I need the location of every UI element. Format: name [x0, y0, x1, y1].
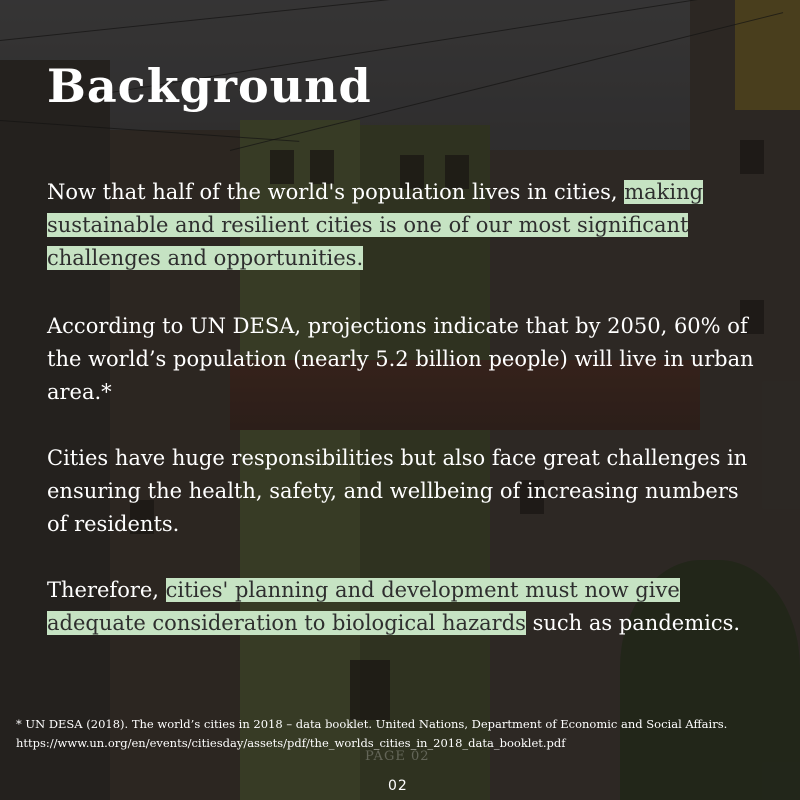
paragraph-text: Now that half of the world's population lives in cities, [47, 180, 625, 204]
highlighted-text: making sustainable and resilient cities is one of our most significant challenges and opportunities. [47, 180, 704, 270]
faint-page-label: PAGE 02 [365, 749, 430, 764]
paragraph-text: such as pandemics. [525, 611, 741, 635]
paragraph-half-population [47, 176, 759, 275]
footnote-citation: * UN DESA (2018). The world’s cities in 2018 – data booklet. United Nations, Department of Economic and Social Affairs. https://www.un.org/en/events/citiesday/assets/pdf/the_worlds_cities_in_2018_data_booklet.pdf [16, 717, 728, 750]
paragraph-cities-responsibilities: Cities have huge responsibilities but also face great challenges in ensuring the health, safety, and wellbeing of increasing numbers of residents. [47, 446, 748, 536]
paragraph-text: Therefore, [47, 578, 166, 602]
page-title: Background [47, 59, 372, 113]
paragraph-un-desa: According to UN DESA, projections indicate that by 2050, 60% of the world’s population (nearly 5.2 billion people) will live in urban area.* [47, 314, 754, 404]
paragraph-biological-hazards [47, 574, 759, 640]
page-number: 02 [388, 778, 408, 794]
highlighted-text: cities' planning and development must now give adequate consideration to biological hazards [47, 578, 680, 635]
